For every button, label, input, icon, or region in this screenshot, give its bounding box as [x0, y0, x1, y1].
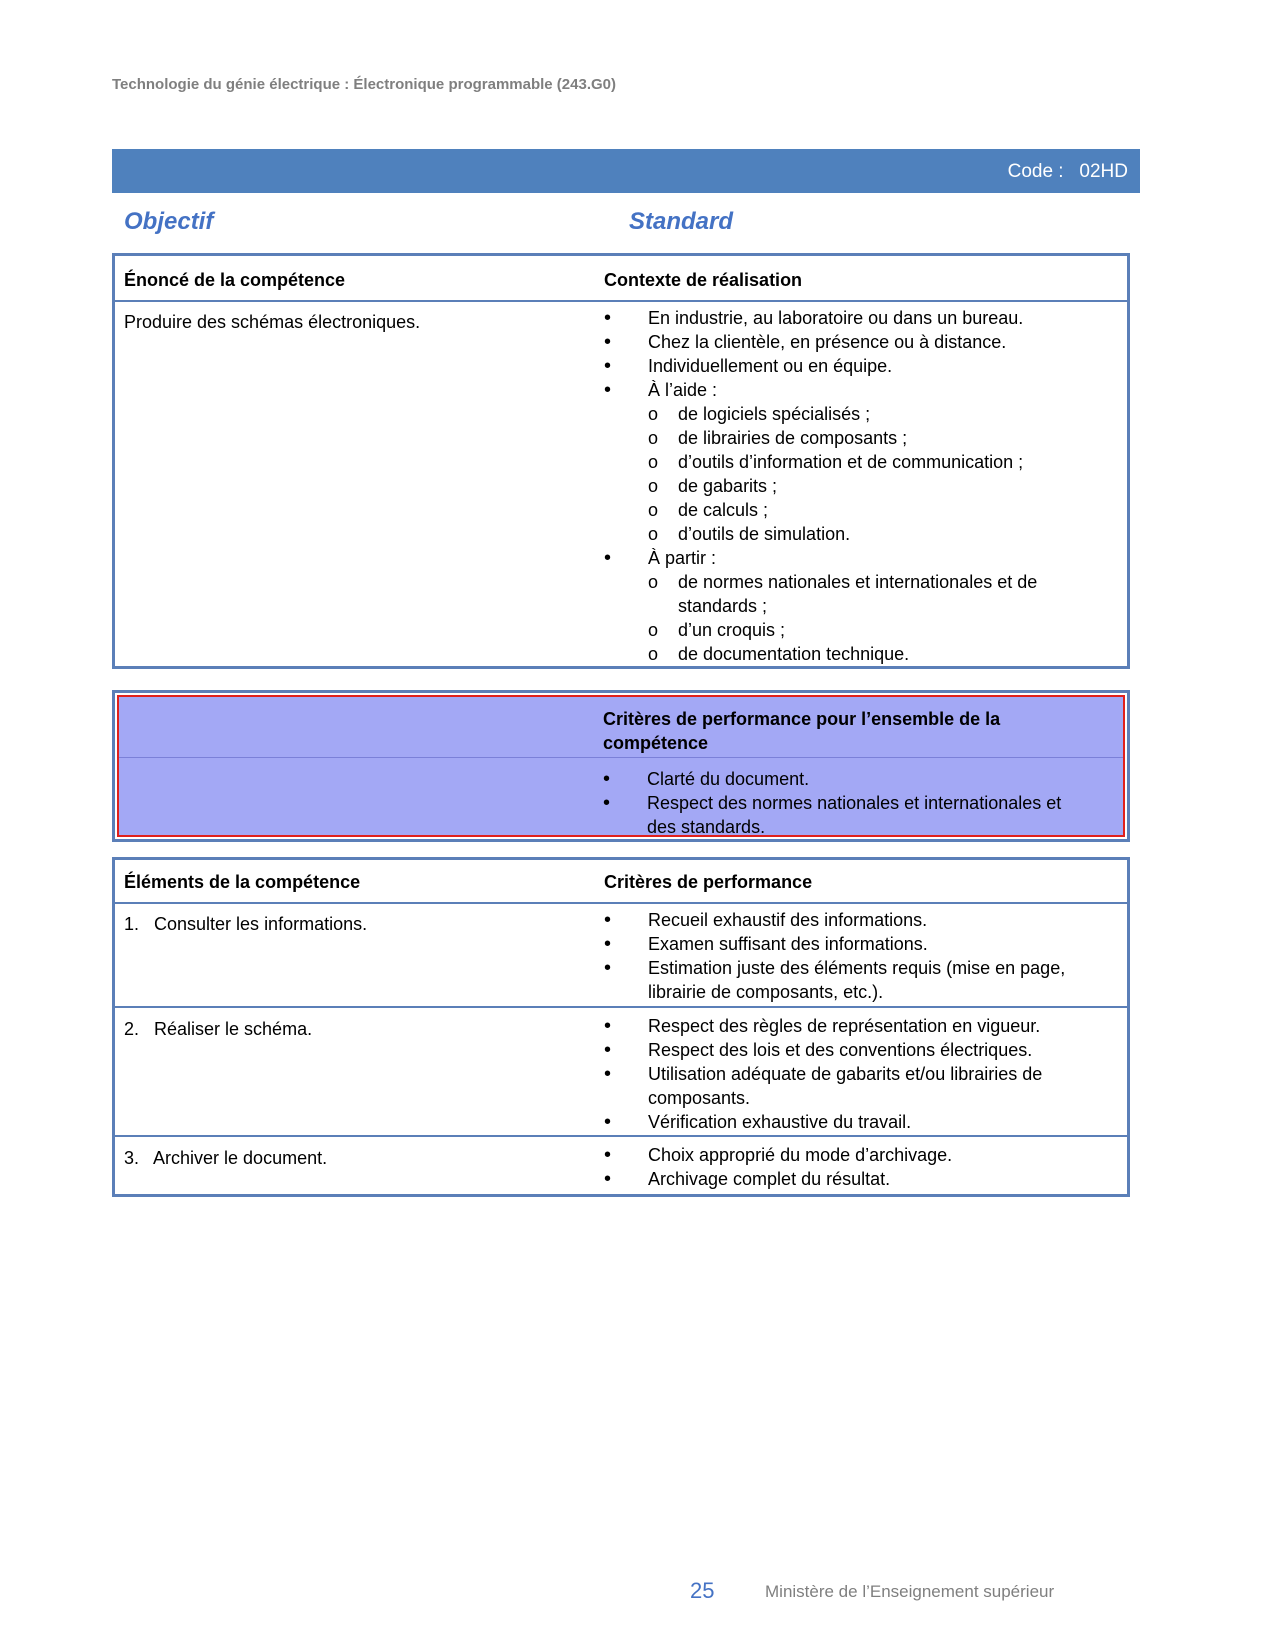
competency-context-table	[112, 253, 1130, 669]
list-item: • Recueil exhaustif des informations.	[604, 908, 1089, 932]
criteria-header: Critères de performance	[604, 872, 813, 892]
sublist-item: o de logiciels spécialisés ;	[648, 402, 1089, 426]
list-item: • Clarté du document.	[603, 767, 1088, 791]
overall-criteria-box	[112, 690, 1130, 842]
header-divider	[115, 300, 1127, 302]
sublist-item: o de documentation technique.	[648, 642, 1089, 666]
partir-sublist	[648, 570, 1089, 666]
list-item	[604, 546, 1089, 666]
list-item-label: À partir :	[648, 548, 717, 568]
criteria-divider	[119, 757, 1123, 758]
list-item: • Choix approprié du mode d’archivage.	[604, 1143, 1089, 1167]
sublist-item: o d’outils de simulation.	[648, 522, 1089, 546]
sublist-item: o de gabarits ;	[648, 474, 1089, 498]
element-3-criteria	[604, 1143, 1089, 1191]
competency-code: Code : 02HD	[1007, 161, 1128, 182]
row-divider	[115, 1006, 1127, 1008]
sublist-item: o d’outils d’information et de communication ;	[648, 450, 1089, 474]
context-header: Contexte de réalisation	[604, 270, 803, 290]
elements-criteria-table	[112, 857, 1130, 1197]
list-item: • Utilisation adéquate de gabarits et/ou librairies de composants.	[604, 1062, 1089, 1110]
objective-label: Objectif	[124, 208, 214, 235]
objective-value: Standard	[629, 208, 734, 235]
element-1-criteria	[604, 908, 1089, 1004]
list-item-label: À l’aide :	[648, 380, 718, 400]
list-item: • Vérification exhaustive du travail.	[604, 1110, 1089, 1134]
list-item: • Individuellement ou en équipe.	[604, 354, 1089, 378]
overall-criteria-header: Critères de performance pour l’ensemble de la compétence	[603, 709, 1001, 753]
sublist-item: o de calculs ;	[648, 498, 1089, 522]
aide-sublist	[648, 402, 1089, 546]
list-item	[604, 378, 1089, 546]
element-2-criteria	[604, 1014, 1089, 1134]
statement-header: Énoncé de la compétence	[124, 270, 346, 290]
list-item: • En industrie, au laboratoire ou dans un bureau.	[604, 306, 1089, 330]
sublist-item: o d’un croquis ;	[648, 618, 1089, 642]
overall-criteria-list	[603, 767, 1088, 839]
list-item: • Examen suffisant des informations.	[604, 932, 1089, 956]
objective-row	[124, 208, 744, 236]
elements-header: Éléments de la compétence	[124, 872, 361, 892]
code-band	[112, 149, 1140, 193]
ministry-name: Ministère de l’Enseignement supérieur	[765, 1582, 1055, 1601]
overall-criteria-highlight	[117, 695, 1125, 837]
competency-statement: Produire des schémas électroniques.	[124, 312, 421, 332]
running-header: Technologie du génie électrique : Électronique programmable (243.G0)	[112, 76, 616, 93]
header-divider	[115, 902, 1127, 904]
element-2: 2. Réaliser le schéma.	[124, 1019, 313, 1039]
list-item: • Respect des lois et des conventions électriques.	[604, 1038, 1089, 1062]
sublist-item: o de normes nationales et internationales et de standards ;	[648, 570, 1089, 618]
element-3: 3. Archiver le document.	[124, 1148, 328, 1168]
page-number: 25	[690, 1578, 715, 1603]
list-item: • Respect des normes nationales et internationales et des standards.	[603, 791, 1088, 839]
row-divider	[115, 1135, 1127, 1137]
list-item: • Chez la clientèle, en présence ou à distance.	[604, 330, 1089, 354]
list-item: • Estimation juste des éléments requis (mise en page, librairie de composants, etc.).	[604, 956, 1089, 1004]
sublist-item: o de librairies de composants ;	[648, 426, 1089, 450]
list-item: • Archivage complet du résultat.	[604, 1167, 1089, 1191]
list-item: • Respect des règles de représentation en vigueur.	[604, 1014, 1089, 1038]
element-1: 1. Consulter les informations.	[124, 914, 368, 934]
context-list	[604, 306, 1089, 666]
